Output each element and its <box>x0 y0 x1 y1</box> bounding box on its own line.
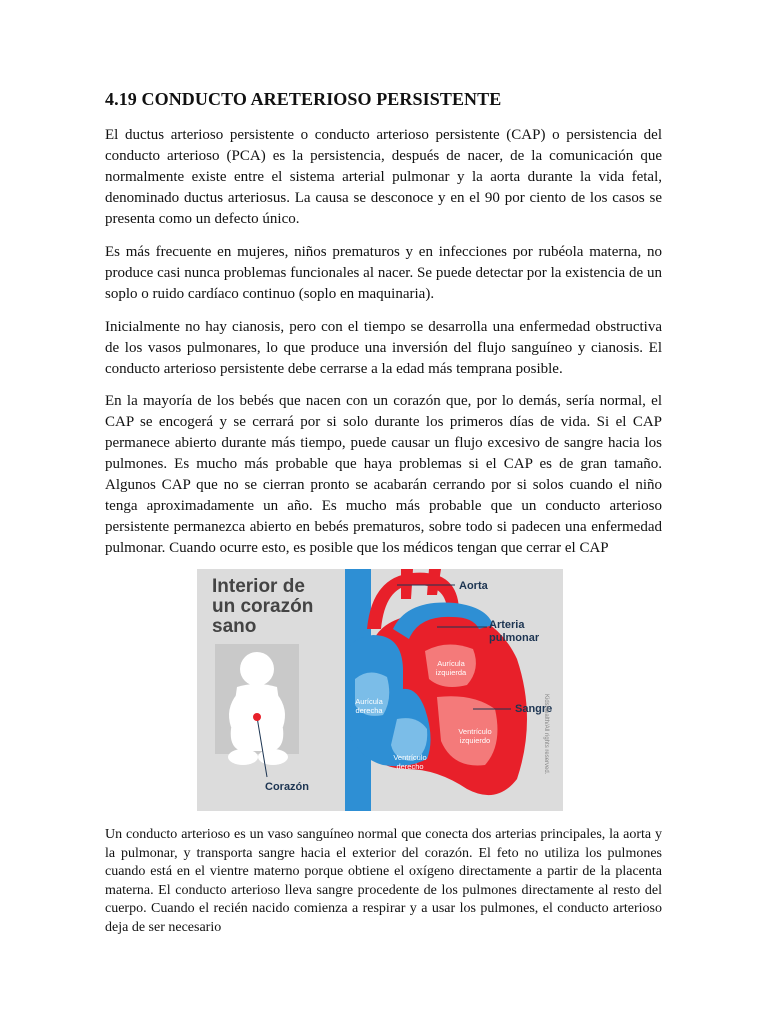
paragraph-2: Es más frecuente en mujeres, niños prematuros y en infecciones por rubéola materna, no produce casi nunca problemas funcionales al nacer. Se puede detectar por la existencia de un soplo o ruido cardíaco continuo (soplo en maquinaria). <box>105 244 662 302</box>
heart-diagram-figure <box>197 569 563 811</box>
label-corazon: Corazón <box>265 781 309 793</box>
label-arteria-pulmonar: Arteria pulmonar <box>489 619 540 644</box>
paragraph-4: En la mayoría de los bebés que nacen con un corazón que, por lo demás, sería normal, el CAP se encogerá y se cerrará por si solo durante los primeros días de vida. Si el CAP permanece abierto durante más tiempo, puede causar un flujo excesivo de sangre hacia los pulmones. Es mucho más probable que haya problemas si el CAP es de gran tamaño. Algunos CAP que no se cierran pronto se acabarán cerrando por si solos cuando el niño tenga aproximadamente un año. Es mucho más probable que un conducto arterioso persistente permanezca abierto en bebés prematuros, sobre todo si padecen una enfermedad pulmonar. Cuando ocurre esto, es posible que los médicos tengan que cerrar el CAP <box>105 393 662 556</box>
label-auricula-izquierda: Aurícula izquierda <box>435 659 467 677</box>
image-credit: KidsHealth/All rights reserved. <box>543 694 549 775</box>
label-ventriculo-derecho: Ventrículo derecho <box>393 753 427 771</box>
section-heading: 4.19 CONDUCTO ARETERIOSO PERSISTENTE <box>105 89 502 109</box>
baby-silhouette <box>215 644 299 765</box>
paragraph-1: El ductus arterioso persistente o conducto arterioso persistente (CAP) o persistencia del conducto arterioso (PCA) es la persistencia, después de nacer, de la comunicación que normalmente existe entre el sistema arterial pulmonar y la aorta durante la vida fetal, denominado ductus arteriosus. La causa se desconoce y en el 90 por ciento de los casos se presenta como un defecto único. <box>105 127 662 227</box>
paragraph-3: Inicialmente no hay cianosis, pero con el tiempo se desarrolla una enfermedad obstructiva de los vasos pulmonares, lo que produce una inversión del flujo sanguíneo y cianosis. El conducto arterioso persistente debe cerrarse a la edad más temprana posible. <box>105 319 662 377</box>
label-aorta: Aorta <box>459 580 488 592</box>
paragraph-5: Un conducto arterioso es un vaso sanguíneo normal que conecta dos arterias principales, la aorta y la pulmonar, y transporta sangre hacia el exterior del corazón. El feto no utiliza los pulmones cuando está en el vientre materno porque obtiene el oxígeno directamente a partir de la placenta materna. El conducto arterioso lleva sangre procedente de los pulmones directamente al resto del cuerpo. Cuando el recién nacido comienza a respirar y a usar los pulmones, el conducto arterioso deja de ser necesario <box>105 827 662 935</box>
label-sangre: Sangre <box>515 703 553 715</box>
label-ventriculo-izquierdo: Ventrículo izquierdo <box>458 727 492 745</box>
label-auricula-derecha: Aurícula derecha <box>355 697 383 715</box>
figure-title: Interior de un corazón sano <box>212 576 314 637</box>
